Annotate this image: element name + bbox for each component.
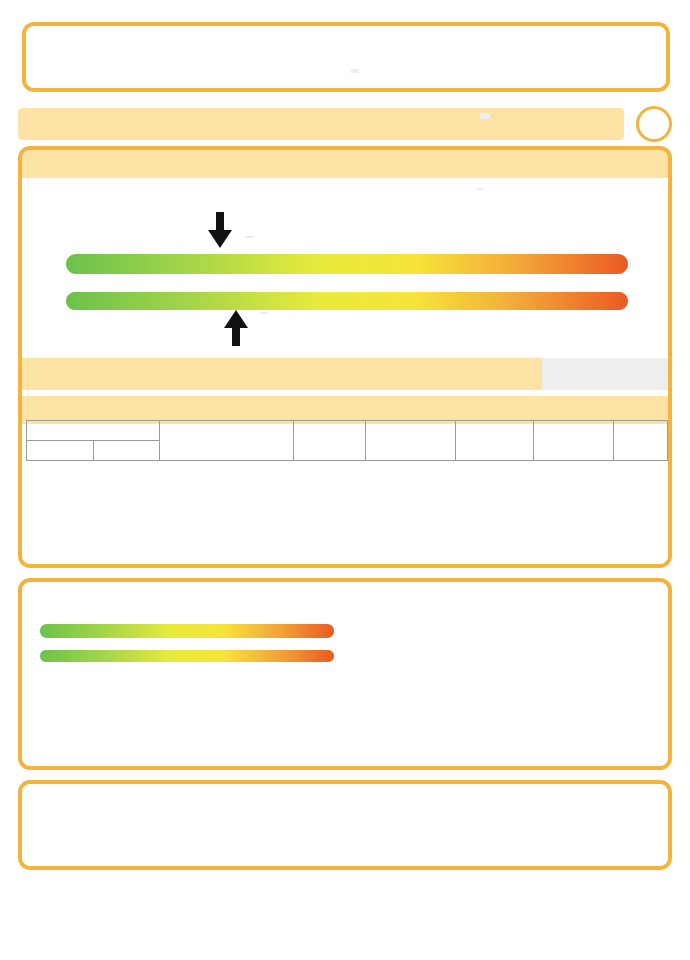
final-value — [542, 358, 668, 390]
primary-energy-arrow-icon — [224, 310, 248, 346]
col-consumption — [366, 421, 456, 461]
col-water — [456, 421, 534, 461]
col-heating — [534, 421, 614, 461]
end-energy-arrow-icon — [208, 212, 232, 250]
explanation-title — [22, 784, 668, 812]
energy-section — [18, 146, 672, 568]
page-number — [636, 106, 672, 142]
final-value-band — [22, 358, 668, 390]
comparison-title — [22, 582, 668, 610]
registration-bar — [18, 108, 624, 140]
comparison-scale-bar — [40, 624, 334, 638]
comparison-section — [18, 578, 672, 770]
col-climate — [614, 421, 668, 461]
explanation-section — [18, 780, 672, 870]
energy-scale-bar-2 — [66, 292, 628, 310]
ghg-value — [476, 188, 484, 190]
law-date — [351, 69, 359, 73]
col-pef — [294, 421, 366, 461]
end-energy-value — [246, 236, 254, 238]
energy-scale-bar — [66, 254, 628, 274]
col-period — [27, 421, 160, 441]
energy-title — [22, 150, 668, 178]
consumption-table — [26, 420, 668, 461]
comparison-scale-bar-2 — [40, 650, 334, 662]
col-carrier — [160, 421, 294, 461]
col-from — [27, 441, 94, 461]
registration-number — [480, 113, 490, 119]
primary-energy-value — [260, 312, 268, 314]
title-box — [22, 22, 670, 92]
col-to — [93, 441, 160, 461]
